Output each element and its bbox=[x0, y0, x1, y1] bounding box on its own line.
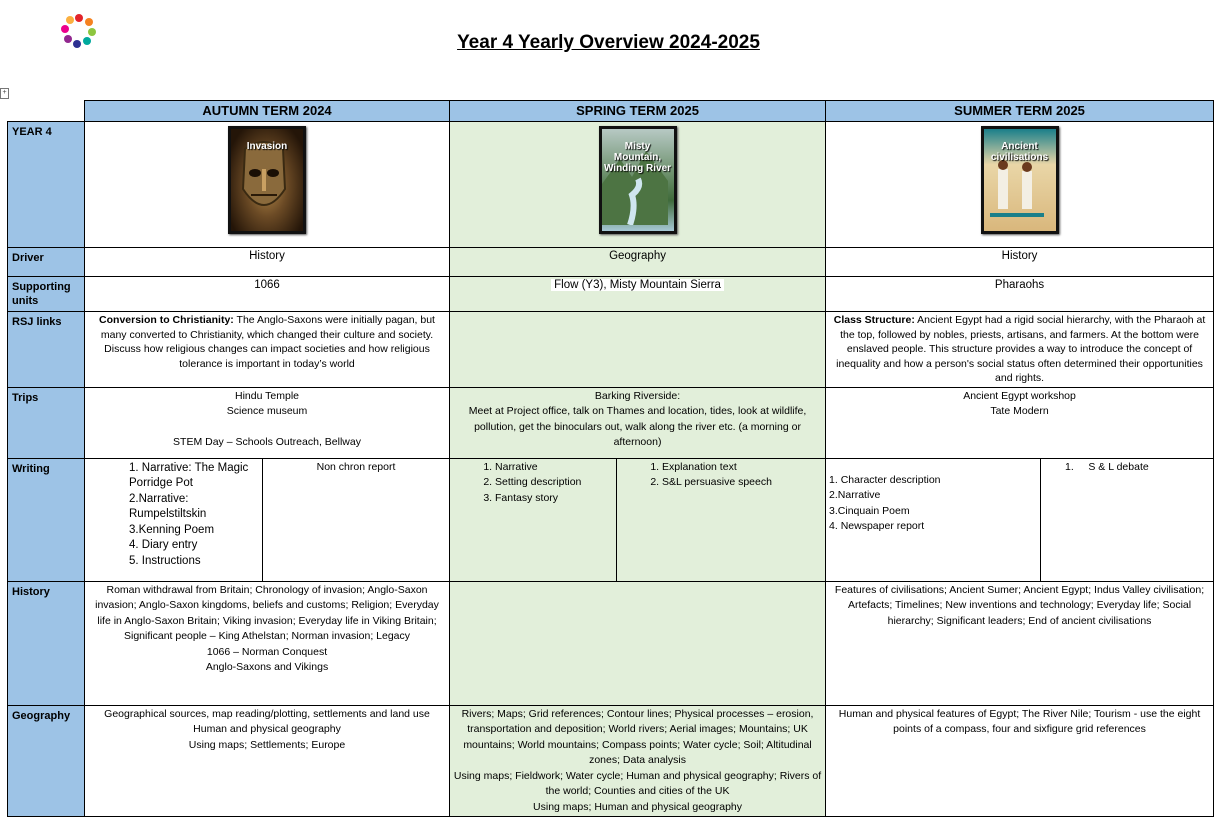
autumn-book-cell bbox=[85, 122, 450, 248]
writing-spring-item: 3. Fantasy story bbox=[495, 491, 613, 507]
supporting-spring-text: Flow (Y3), Misty Mountain Sierra bbox=[551, 279, 724, 291]
book-title-summer: Ancient civilisations bbox=[990, 141, 1049, 163]
writing-summer-item: 2.Narrative bbox=[829, 489, 881, 501]
term-header-row bbox=[8, 101, 1214, 122]
geography-autumn-3: Using maps; Settlements; Europe bbox=[188, 738, 346, 751]
table-move-handle-icon[interactable]: + bbox=[0, 88, 9, 99]
trips-spring bbox=[450, 387, 826, 458]
row-label-rsj: RSJ links bbox=[8, 312, 85, 388]
writing-summer-item: 3.Cinquain Poem bbox=[829, 504, 910, 517]
geography-autumn-1: Geographical sources, map reading/plotting, settlements and land use bbox=[104, 707, 430, 720]
trips-row bbox=[8, 387, 1214, 458]
writing-autumn-a bbox=[85, 458, 263, 581]
writing-autumn-b: Non chron report bbox=[263, 458, 450, 581]
driver-row bbox=[8, 248, 1214, 277]
trip-summer-1: Ancient Egypt workshop bbox=[963, 389, 1076, 402]
year-row bbox=[8, 122, 1214, 248]
writing-spring-item: 2. Setting description bbox=[495, 475, 613, 491]
supporting-autumn: 1066 bbox=[85, 277, 450, 312]
trips-summer bbox=[826, 387, 1214, 458]
history-row bbox=[8, 581, 1214, 705]
driver-spring: Geography bbox=[450, 248, 826, 277]
history-spring bbox=[450, 581, 826, 705]
supporting-spring bbox=[450, 277, 826, 312]
row-label-supporting: Supporting units bbox=[8, 277, 85, 312]
writing-summer-item: 4. Newspaper report bbox=[829, 520, 925, 532]
book-title-spring: Misty Mountain, Winding River bbox=[603, 141, 672, 174]
history-autumn-2: 1066 – Norman Conquest bbox=[206, 645, 328, 658]
rsj-summer bbox=[826, 312, 1214, 388]
rsj-summer-heading: Class Structure: bbox=[833, 314, 915, 326]
trips-autumn bbox=[85, 387, 450, 458]
history-autumn-3: Anglo-Saxons and Vikings bbox=[205, 661, 329, 673]
overview-table bbox=[7, 100, 1214, 817]
geography-spring-3: Using maps; Human and physical geography bbox=[533, 800, 742, 813]
writing-summer-b: 1. S & L debate bbox=[1041, 458, 1214, 581]
driver-autumn: History bbox=[85, 248, 450, 277]
row-label-history: History bbox=[8, 581, 85, 705]
writing-summer-item: 1. Character description bbox=[829, 473, 941, 486]
trip-autumn-1: Hindu Temple bbox=[235, 389, 300, 402]
geography-spring-2: Using maps; Fieldwork; Water cycle; Human and physical geography; Rivers of the world; Counties and cities of the UK bbox=[453, 769, 822, 797]
writing-spring-item: 1. Explanation text bbox=[662, 460, 822, 476]
rsj-summer-text: Ancient Egypt had a rigid social hierarchy, with the Pharaoh at the top, followed by nobles, priests, artisans, and farmers. At the bottom were enslaved people. This structure provides a way to introduce the concept of inequality and how a person's social status often determined their opportunities and rights. bbox=[836, 314, 1206, 384]
page-title: Year 4 Yearly Overview 2024-2025 bbox=[457, 32, 760, 53]
geography-autumn-2: Human and physical geography bbox=[193, 723, 341, 735]
writing-autumn-item: 3.Kenning Poem bbox=[129, 523, 215, 536]
writing-autumn-item: 4. Diary entry bbox=[129, 539, 198, 551]
writing-spring-b bbox=[617, 458, 826, 581]
row-label-writing: Writing bbox=[8, 458, 85, 581]
trip-autumn-3 bbox=[88, 420, 446, 435]
history-autumn bbox=[85, 581, 450, 705]
geography-spring bbox=[450, 705, 826, 817]
writing-summer-a bbox=[826, 458, 1041, 581]
header-corner bbox=[8, 101, 85, 122]
row-label-year: YEAR 4 bbox=[8, 122, 85, 248]
writing-spring-a bbox=[450, 458, 617, 581]
spring-book-cell bbox=[450, 122, 826, 248]
row-label-driver: Driver bbox=[8, 248, 85, 277]
writing-spring-item: 1. Narrative bbox=[495, 460, 613, 476]
trip-summer-2: Tate Modern bbox=[990, 405, 1049, 417]
geography-row bbox=[8, 705, 1214, 817]
trip-autumn-2: Science museum bbox=[226, 405, 308, 417]
term-header-summer: SUMMER TERM 2025 bbox=[826, 101, 1214, 122]
driver-summer: History bbox=[826, 248, 1214, 277]
rsj-autumn bbox=[85, 312, 450, 388]
geography-summer: Human and physical features of Egypt; The River Nile; Tourism - use the eight points of a compass, four and sixfigure grid references bbox=[826, 705, 1214, 817]
rsj-autumn-text: The Anglo-Saxons were initially pagan, but many converted to Christianity, which changed their culture and society. Discuss how religious changes can impact societies and how religious tolerance is important in today’s world bbox=[100, 314, 435, 370]
row-label-trips: Trips bbox=[8, 387, 85, 458]
rsj-row bbox=[8, 312, 1214, 388]
writing-spring-item: 2. S&L persuasive speech bbox=[662, 475, 822, 491]
geography-autumn bbox=[85, 705, 450, 817]
trip-spring-2: Meet at Project office, talk on Thames and location, tides, look at wildlife, pollution, get the binoculars out, walk along the river etc. (a morning or afternoon) bbox=[468, 405, 807, 448]
rsj-spring bbox=[450, 312, 826, 388]
writing-row bbox=[8, 458, 1214, 581]
summer-book-cell bbox=[826, 122, 1214, 248]
misty-mountain-book-cover bbox=[599, 126, 677, 234]
invasion-book-cover bbox=[228, 126, 306, 234]
geography-spring-1: Rivers; Maps; Grid references; Contour lines; Physical processes – erosion, transportation and deposition; World rivers; Aerial images; Mountains; UK mountains; World mountains; Compass points; Water cycle; Soil; Altitudinal zones; Data analysis bbox=[461, 707, 814, 766]
term-header-spring: SPRING TERM 2025 bbox=[450, 101, 826, 122]
writing-autumn-item: 2.Narrative: Rumpelstiltskin bbox=[129, 492, 207, 520]
ancient-civilisations-book-cover bbox=[981, 126, 1059, 234]
term-header-autumn: AUTUMN TERM 2024 bbox=[85, 101, 450, 122]
trip-spring-1: Barking Riverside: bbox=[594, 389, 681, 402]
rsj-autumn-heading: Conversion to Christianity: bbox=[99, 314, 234, 326]
supporting-units-row bbox=[8, 277, 1214, 312]
book-title-autumn: Invasion bbox=[246, 141, 288, 152]
writing-autumn-item: 1. Narrative: The Magic Porridge Pot bbox=[129, 461, 249, 489]
history-autumn-1: Roman withdrawal from Britain; Chronology of invasion; Anglo-Saxon invasion; Anglo-Saxon kingdoms, beliefs and customs; Religion; Everyday life in Anglo-Saxon Britain; Viking invasion; Everyday life in Viking Britain; Significant people – King Athelstan; Norman invasion; Legacy bbox=[95, 583, 439, 642]
row-label-geography: Geography bbox=[8, 705, 85, 817]
history-summer: Features of civilisations; Ancient Sumer; Ancient Egypt; Indus Valley civilisation; Artefacts; Timelines; New inventions and technology; Everyday life; Social hierarchy; Significant leaders; End of ancient civilisations bbox=[826, 581, 1214, 705]
trip-autumn-4: STEM Day – Schools Outreach, Bellway bbox=[173, 435, 361, 448]
writing-autumn-item: 5. Instructions bbox=[129, 554, 201, 567]
supporting-summer: Pharaohs bbox=[826, 277, 1214, 312]
